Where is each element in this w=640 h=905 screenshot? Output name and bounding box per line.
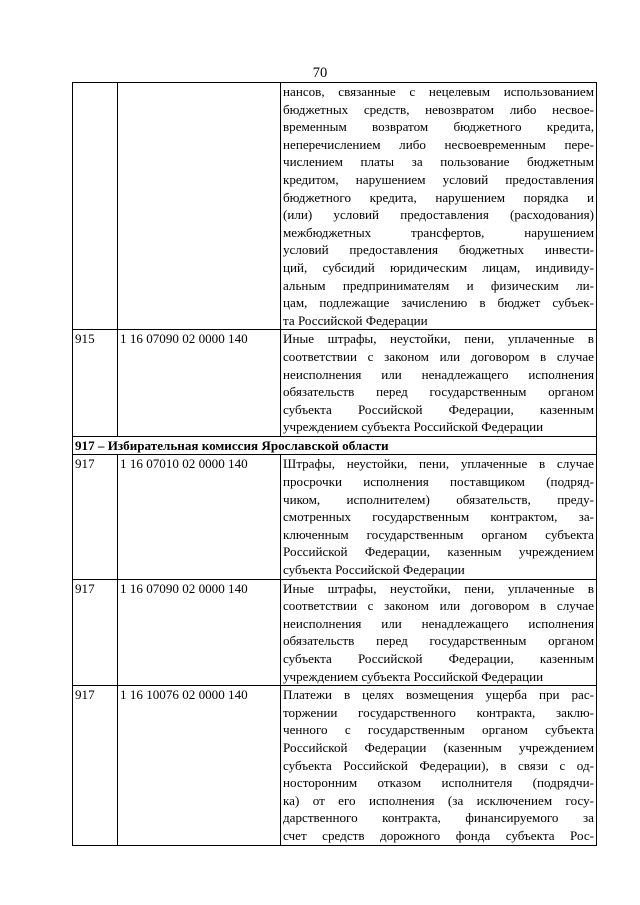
- description-line: неисполнения или ненадлежащего исполнения: [283, 366, 594, 382]
- table-row: [73, 455, 597, 579]
- description-line: ченного с государственным органом субъекта: [283, 722, 594, 738]
- description-line: соответствии с законом или договором в случае: [283, 598, 594, 614]
- table-row: [73, 330, 597, 437]
- description-line: Иные штрафы, неустойки, пени, уплаченные в: [283, 580, 594, 596]
- description-line: кредитом, нарушением условий предоставления: [283, 171, 594, 187]
- revenue-description-cell: [281, 330, 597, 437]
- description-line: Штрафы, неустойки, пени, уплаченные в случае: [283, 456, 594, 472]
- description-line: носторонним отказом исполнителя (подрядчи-: [283, 775, 594, 791]
- description-line: альным предпринимателям и физическим ли-: [283, 277, 594, 293]
- administrator-code-cell: 917: [73, 579, 118, 686]
- description-line: субъекта Российской Федерации), в связи с од-: [283, 757, 594, 773]
- description-line: чиком, исполнителем) обязательств, преду-: [283, 491, 594, 507]
- description-line: бюджетного кредита, нарушением порядка и: [283, 189, 594, 205]
- description-line: (или) условий предоставления (расходования): [283, 207, 594, 223]
- budget-code-cell: [118, 83, 281, 330]
- revenue-description-cell: [281, 455, 597, 579]
- description-line: цам, подлежащие зачислению в бюджет субъек-: [283, 295, 594, 311]
- description-line: та Российской Федерации: [283, 312, 428, 328]
- description-line: ка) от его исполнения (за исключением госу-: [283, 792, 594, 808]
- description-line: бюджетных средств, невозвратом либо несвое-: [283, 101, 594, 117]
- description-line: счет средств дорожного фонда субъекта Рос-: [283, 827, 594, 843]
- description-line: соответствии с законом или договором в случае: [283, 348, 594, 364]
- description-line: дарственного контракта, финансируемого за: [283, 810, 594, 826]
- description-line: условий предоставления бюджетных инвести-: [283, 242, 594, 258]
- description-line: числением платы за пользование бюджетным: [283, 154, 594, 170]
- table-row: [73, 83, 597, 330]
- administrator-code-cell: 917: [73, 686, 118, 845]
- description-line: торжении государственного контракта, заклю-: [283, 704, 594, 720]
- description-line: межбюджетных трансфертов, нарушением: [283, 224, 594, 240]
- description-line: неперечислением либо несвоевременным пере-: [283, 136, 594, 152]
- table-row: [73, 686, 597, 845]
- administrator-code-cell: [73, 83, 118, 330]
- budget-classification-table: [72, 82, 597, 846]
- description-line: ций, субсидий юридическим лицам, индивиду-: [283, 259, 594, 275]
- description-line: учреждением субъекта Российской Федерации: [283, 668, 544, 684]
- description-line: нансов, связанные с нецелевым использованием: [283, 84, 594, 99]
- revenue-description-cell: [281, 579, 597, 686]
- table-body: [73, 83, 597, 846]
- revenue-description-cell: [281, 686, 597, 845]
- revenue-description-cell: [281, 83, 597, 330]
- description-line: просрочки исполнения поставщиком (подряд-: [283, 474, 594, 490]
- table-row: [73, 579, 597, 686]
- section-header-row: [73, 436, 597, 455]
- description-line: обязательств перед государственным органом: [283, 633, 594, 649]
- description-line: Иные штрафы, неустойки, пени, уплаченные в: [283, 331, 594, 347]
- page-number: 70: [312, 65, 328, 81]
- description-line: временным возвратом бюджетного кредита,: [283, 119, 594, 135]
- description-line: Российской Федерации, казенным учреждением: [283, 544, 594, 560]
- description-line: смотренных государственным контрактом, за-: [283, 509, 594, 525]
- description-line: Платежи в целях возмещения ущерба при рас-: [283, 687, 594, 703]
- section-title: 917 – Избирательная комиссия Ярославской области: [73, 436, 597, 455]
- administrator-code-cell: 915: [73, 330, 118, 437]
- description-line: Российской Федерации (казенным учреждением: [283, 739, 594, 755]
- description-line: ключенным государственным органом субъекта: [283, 526, 594, 542]
- description-line: субъекта Российской Федерации, казенным: [283, 651, 594, 666]
- description-line: обязательств перед государственным органом: [283, 384, 594, 400]
- description-line: субъекта Российской Федерации, казенным: [283, 401, 594, 417]
- budget-code-cell: 1 16 07090 02 0000 140: [118, 330, 281, 437]
- budget-code-cell: 1 16 10076 02 0000 140: [118, 686, 281, 845]
- description-line: учреждением субъекта Российской Федерации: [283, 419, 544, 435]
- description-line: субъекта Российской Федерации: [283, 562, 465, 578]
- budget-code-cell: 1 16 07010 02 0000 140: [118, 455, 281, 579]
- administrator-code-cell: 917: [73, 455, 118, 579]
- budget-code-cell: 1 16 07090 02 0000 140: [118, 579, 281, 686]
- description-line: неисполнения или ненадлежащего исполнения: [283, 615, 594, 631]
